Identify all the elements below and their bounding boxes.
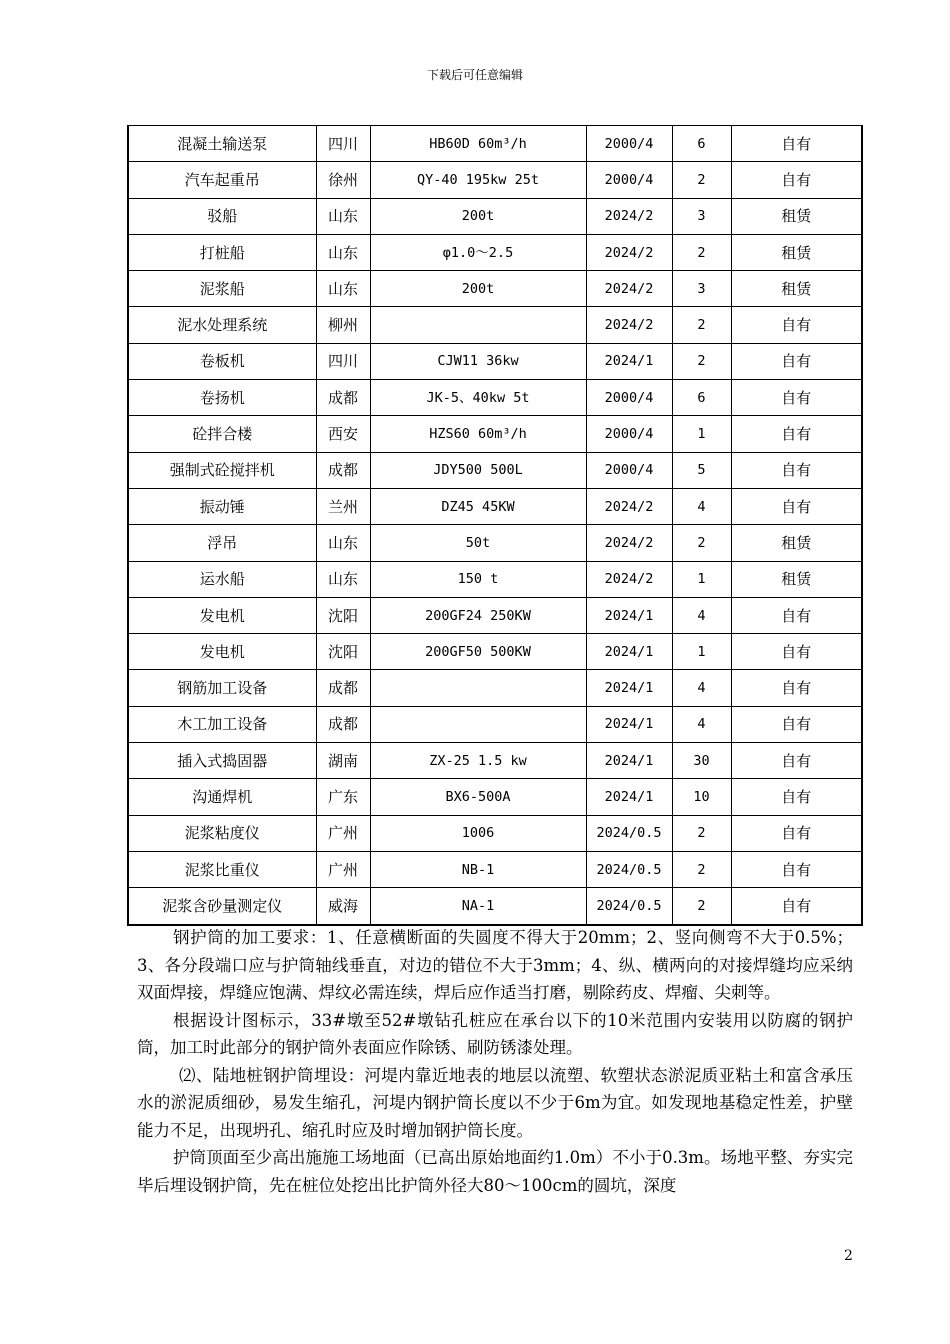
cell-specification: 1006	[370, 815, 586, 851]
table-row	[128, 670, 862, 706]
cell-quantity: 2	[672, 888, 731, 925]
cell-equipment-name: 发电机	[128, 634, 316, 670]
paragraph-design-note: 根据设计图标示，33#墩至52#墩钻孔桩应在承台以下的10米范围内安装用以防腐的钢护筒，加工时此部分的钢护筒外表面应作除锈、刷防锈漆处理。	[137, 1010, 853, 1057]
cell-origin: 山东	[316, 271, 370, 307]
cell-quantity: 30	[672, 743, 731, 779]
table-row	[128, 888, 862, 925]
cell-origin: 成都	[316, 452, 370, 488]
cell-date: 2024/2	[586, 234, 672, 270]
cell-ownership: 自有	[731, 488, 862, 524]
cell-date: 2024/2	[586, 271, 672, 307]
cell-equipment-name: 浮吊	[128, 525, 316, 561]
cell-ownership: 自有	[731, 307, 862, 343]
cell-date: 2024/0.5	[586, 815, 672, 851]
cell-equipment-name: 发电机	[128, 597, 316, 633]
cell-specification: NA-1	[370, 888, 586, 925]
cell-ownership: 自有	[731, 597, 862, 633]
cell-specification: NB-1	[370, 851, 586, 887]
cell-equipment-name: 钢筋加工设备	[128, 670, 316, 706]
header-note: 下载后可任意编辑	[426, 68, 523, 82]
table-row	[128, 198, 862, 234]
cell-date: 2000/4	[586, 162, 672, 198]
cell-origin: 柳州	[316, 307, 370, 343]
cell-equipment-name: 强制式砼搅拌机	[128, 452, 316, 488]
cell-origin: 成都	[316, 670, 370, 706]
cell-quantity: 3	[672, 271, 731, 307]
cell-ownership: 自有	[731, 380, 862, 416]
table-row	[128, 597, 862, 633]
cell-origin: 四川	[316, 343, 370, 379]
cell-ownership: 自有	[731, 162, 862, 198]
table-row	[128, 126, 862, 162]
table-row	[128, 851, 862, 887]
cell-origin: 西安	[316, 416, 370, 452]
cell-ownership: 自有	[731, 779, 862, 815]
cell-origin: 威海	[316, 888, 370, 925]
cell-ownership: 自有	[731, 670, 862, 706]
cell-quantity: 10	[672, 779, 731, 815]
cell-ownership: 租赁	[731, 234, 862, 270]
cell-equipment-name: 混凝土输送泵	[128, 126, 316, 162]
cell-equipment-name: 汽车起重吊	[128, 162, 316, 198]
cell-date: 2024/1	[586, 779, 672, 815]
cell-date: 2000/4	[586, 126, 672, 162]
cell-origin: 沈阳	[316, 597, 370, 633]
cell-quantity: 2	[672, 815, 731, 851]
table-row	[128, 380, 862, 416]
cell-equipment-name: 卷板机	[128, 343, 316, 379]
cell-quantity: 1	[672, 561, 731, 597]
table-row	[128, 743, 862, 779]
cell-quantity: 4	[672, 488, 731, 524]
cell-ownership: 自有	[731, 743, 862, 779]
cell-date: 2024/1	[586, 670, 672, 706]
cell-ownership: 自有	[731, 706, 862, 742]
cell-ownership: 自有	[731, 851, 862, 887]
cell-equipment-name: 运水船	[128, 561, 316, 597]
table-row	[128, 271, 862, 307]
cell-origin: 广州	[316, 851, 370, 887]
cell-origin: 山东	[316, 561, 370, 597]
table-row	[128, 525, 862, 561]
cell-specification: 50t	[370, 525, 586, 561]
table-row	[128, 634, 862, 670]
cell-specification: DZ45 45KW	[370, 488, 586, 524]
cell-equipment-name: 木工加工设备	[128, 706, 316, 742]
cell-specification: 200t	[370, 198, 586, 234]
cell-date: 2024/1	[586, 343, 672, 379]
cell-origin: 湖南	[316, 743, 370, 779]
cell-specification: 200GF50 500KW	[370, 634, 586, 670]
cell-specification: HB60D 60m³/h	[370, 126, 586, 162]
cell-date: 2024/2	[586, 561, 672, 597]
cell-equipment-name: 振动锤	[128, 488, 316, 524]
equipment-table-body	[128, 126, 862, 925]
cell-date: 2000/4	[586, 452, 672, 488]
cell-ownership: 租赁	[731, 198, 862, 234]
cell-origin: 徐州	[316, 162, 370, 198]
cell-origin: 山东	[316, 234, 370, 270]
cell-specification: 150 t	[370, 561, 586, 597]
cell-date: 2024/0.5	[586, 851, 672, 887]
cell-specification: ZX-25 1.5 kw	[370, 743, 586, 779]
cell-specification: HZS60 60m³/h	[370, 416, 586, 452]
table-row	[128, 343, 862, 379]
cell-specification: 200GF24 250KW	[370, 597, 586, 633]
cell-equipment-name: 泥水处理系统	[128, 307, 316, 343]
cell-origin: 广州	[316, 815, 370, 851]
cell-specification: BX6-500A	[370, 779, 586, 815]
cell-origin: 四川	[316, 126, 370, 162]
table-row	[128, 416, 862, 452]
cell-equipment-name: 驳船	[128, 198, 316, 234]
cell-quantity: 1	[672, 634, 731, 670]
cell-date: 2000/4	[586, 416, 672, 452]
cell-specification: 200t	[370, 271, 586, 307]
cell-date: 2024/1	[586, 634, 672, 670]
paragraph-land-pile-casing: ⑵、陆地桩钢护筒埋设：河堤内靠近地表的地层以流塑、软塑状态淤泥质亚粘土和富含承压水的淤泥质细砂，易发生缩孔，河堤内钢护筒长度以不少于6m为宜。如发现地基稳定性差，护壁能力不足，出现坍孔、缩孔时应及时增加钢护筒长度。	[137, 1065, 853, 1140]
cell-origin: 沈阳	[316, 634, 370, 670]
cell-date: 2024/1	[586, 743, 672, 779]
cell-equipment-name: 泥浆船	[128, 271, 316, 307]
table-row	[128, 307, 862, 343]
cell-date: 2024/2	[586, 525, 672, 561]
cell-ownership: 自有	[731, 888, 862, 925]
body-text	[137, 924, 853, 1199]
cell-quantity: 4	[672, 670, 731, 706]
cell-quantity: 4	[672, 597, 731, 633]
cell-equipment-name: 打桩船	[128, 234, 316, 270]
cell-specification	[370, 670, 586, 706]
cell-ownership: 自有	[731, 634, 862, 670]
cell-equipment-name: 泥浆含砂量测定仪	[128, 888, 316, 925]
cell-equipment-name: 插入式捣固器	[128, 743, 316, 779]
table-row	[128, 488, 862, 524]
cell-ownership: 自有	[731, 416, 862, 452]
cell-quantity: 6	[672, 380, 731, 416]
cell-specification: QY-40 195kw 25t	[370, 162, 586, 198]
table-row	[128, 234, 862, 270]
cell-date: 2024/2	[586, 488, 672, 524]
cell-ownership: 自有	[731, 126, 862, 162]
cell-date: 2000/4	[586, 380, 672, 416]
equipment-table	[127, 125, 863, 926]
cell-ownership: 自有	[731, 815, 862, 851]
cell-quantity: 6	[672, 126, 731, 162]
cell-quantity: 1	[672, 416, 731, 452]
cell-quantity: 2	[672, 234, 731, 270]
cell-equipment-name: 砼拌合楼	[128, 416, 316, 452]
cell-quantity: 2	[672, 851, 731, 887]
cell-quantity: 2	[672, 307, 731, 343]
table-row	[128, 779, 862, 815]
cell-quantity: 2	[672, 162, 731, 198]
cell-origin: 广东	[316, 779, 370, 815]
cell-equipment-name: 泥浆粘度仪	[128, 815, 316, 851]
table-row	[128, 561, 862, 597]
cell-specification: JDY500 500L	[370, 452, 586, 488]
cell-ownership: 自有	[731, 343, 862, 379]
cell-date: 2024/2	[586, 198, 672, 234]
table-row	[128, 452, 862, 488]
paragraph-steel-casing-requirements: 钢护筒的加工要求：1、任意横断面的失圆度不得大于20mm；2、竖向侧弯不大于0.5%；3、各分段端口应与护筒轴线垂直，对边的错位不大于3mm；4、纵、横两向的对接焊缝均应采纳双面焊接，焊缝应饱满、焊纹必需连续，焊后应作适当打磨，剔除药皮、焊瘤、尖刺等。	[137, 928, 853, 1002]
cell-origin: 成都	[316, 380, 370, 416]
table-row	[128, 706, 862, 742]
cell-quantity: 2	[672, 343, 731, 379]
cell-ownership: 租赁	[731, 525, 862, 561]
cell-ownership: 自有	[731, 452, 862, 488]
table-row	[128, 815, 862, 851]
cell-specification: JK-5、40kw 5t	[370, 380, 586, 416]
cell-quantity: 2	[672, 525, 731, 561]
cell-origin: 成都	[316, 706, 370, 742]
cell-specification	[370, 307, 586, 343]
cell-quantity: 5	[672, 452, 731, 488]
cell-ownership: 租赁	[731, 561, 862, 597]
cell-quantity: 4	[672, 706, 731, 742]
cell-date: 2024/1	[586, 597, 672, 633]
cell-ownership: 租赁	[731, 271, 862, 307]
cell-equipment-name: 沟通焊机	[128, 779, 316, 815]
table-row	[128, 162, 862, 198]
cell-equipment-name: 卷扬机	[128, 380, 316, 416]
cell-origin: 山东	[316, 525, 370, 561]
cell-date: 2024/0.5	[586, 888, 672, 925]
cell-specification	[370, 706, 586, 742]
cell-specification: φ1.0～2.5	[370, 234, 586, 270]
cell-equipment-name: 泥浆比重仪	[128, 851, 316, 887]
cell-specification: CJW11 36kw	[370, 343, 586, 379]
cell-date: 2024/2	[586, 307, 672, 343]
cell-date: 2024/1	[586, 706, 672, 742]
cell-quantity: 3	[672, 198, 731, 234]
cell-origin: 兰州	[316, 488, 370, 524]
page-number: 2	[844, 1248, 853, 1264]
paragraph-casing-top: 护筒顶面至少高出施施工场地面（已高出原始地面约1.0m）不小于0.3m。场地平整、夯实完毕后埋设钢护筒，先在桩位处挖出比护筒外径大80～100cm的圆坑，深度	[137, 1148, 853, 1195]
cell-origin: 山东	[316, 198, 370, 234]
